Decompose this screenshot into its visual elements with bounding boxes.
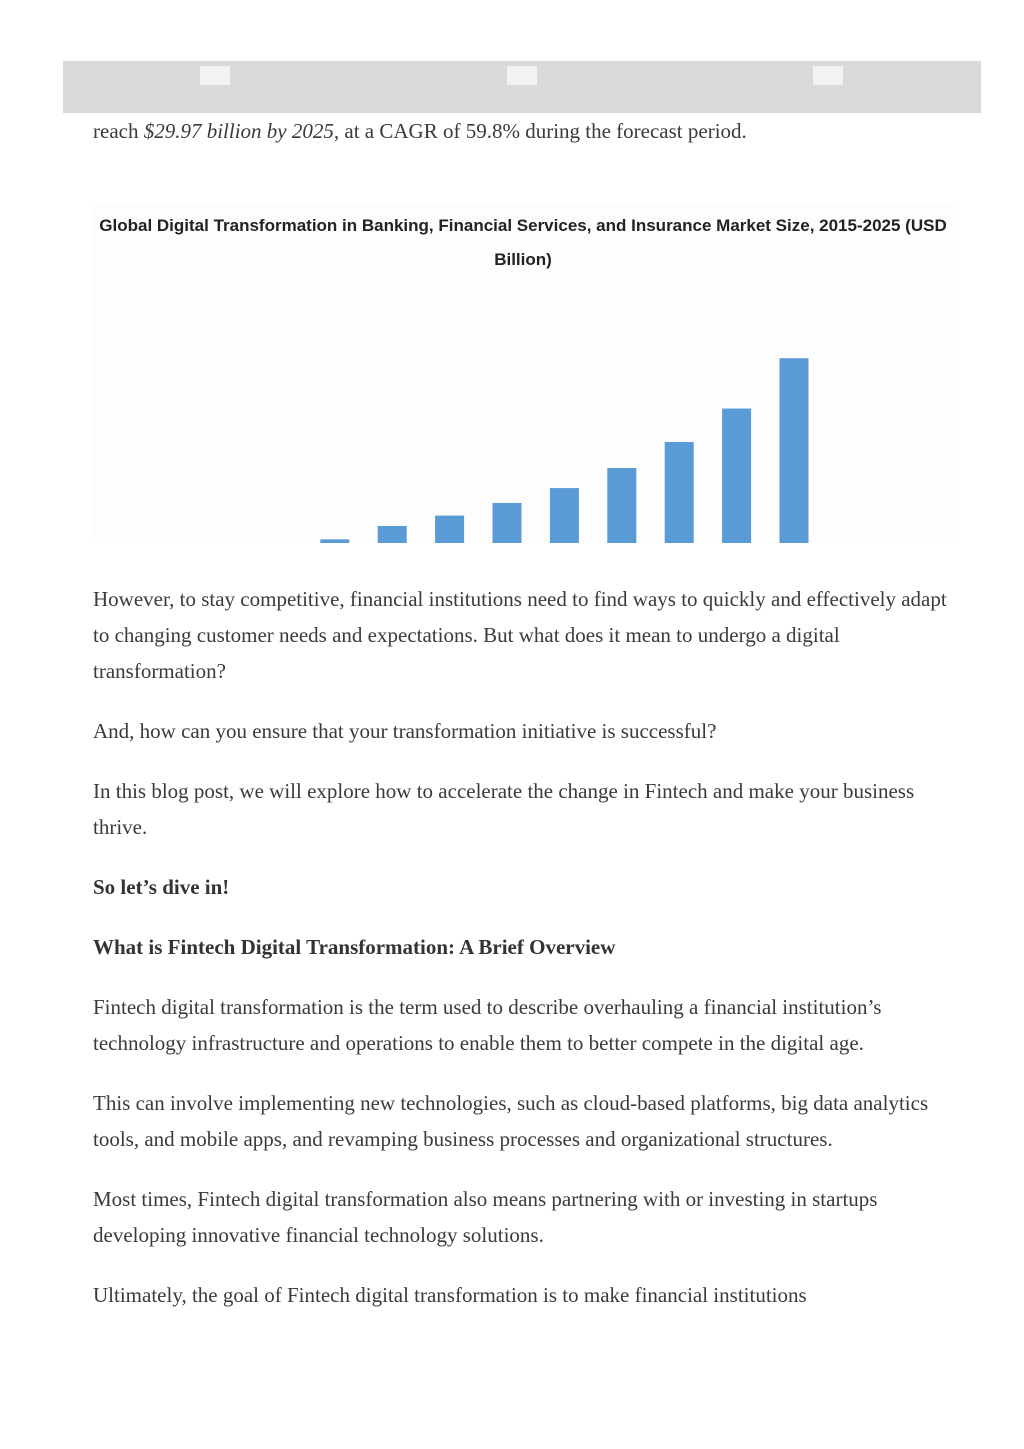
chart-title: Global Digital Transformation in Banking, Financial Services, and Insurance Market Size, 2015-2025 (USD Billion) bbox=[99, 216, 947, 269]
lead-paragraph bbox=[93, 113, 953, 149]
paragraph: Ultimately, the goal of Fintech digital transformation is to make financial institutions bbox=[93, 1283, 807, 1307]
paragraph: Most times, Fintech digital transformation also means partnering with or investing in startups developing innovative financial technology solutions. bbox=[93, 1187, 878, 1247]
lead-after: at a CAGR of 59.8% during the forecast period. bbox=[339, 119, 747, 143]
toolbar-marker bbox=[200, 66, 230, 85]
section-heading: What is Fintech Digital Transformation: A Brief Overview bbox=[93, 935, 616, 959]
top-toolbar bbox=[63, 61, 981, 113]
paragraph: Fintech digital transformation is the term used to describe overhauling a financial institution’s technology infrastructure and operations to enable them to better compete in the digital age. bbox=[93, 995, 882, 1055]
bar-2017 bbox=[320, 539, 349, 543]
lead-emphasis: $29.97 billion by 2025, bbox=[143, 119, 340, 143]
paragraph: And, how can you ensure that your transformation initiative is successful? bbox=[93, 719, 717, 743]
bar-2025 bbox=[780, 358, 809, 543]
chart-plot bbox=[93, 203, 953, 543]
toolbar-marker bbox=[813, 66, 843, 85]
bar-2020 bbox=[493, 503, 522, 543]
paragraph: This can involve implementing new technologies, such as cloud-based platforms, big data analytics tools, and mobile apps, and revamping business processes and organizational structures. bbox=[93, 1091, 929, 1151]
article-body bbox=[93, 113, 953, 1337]
bar-2022 bbox=[607, 468, 636, 543]
paragraph: In this blog post, we will explore how to accelerate the change in Fintech and make your business thrive. bbox=[93, 779, 915, 839]
paragraph: However, to stay competitive, financial institutions need to find ways to quickly and effectively adapt to changing customer needs and expectations. But what does it mean to undergo a digital transformation? bbox=[93, 587, 947, 683]
cta-line: So let’s dive in! bbox=[93, 875, 230, 899]
toolbar-marker bbox=[507, 66, 537, 85]
market-size-chart bbox=[93, 203, 953, 543]
lead-before: reach bbox=[93, 119, 144, 143]
bar-2018 bbox=[378, 526, 407, 543]
bar-2019 bbox=[435, 516, 464, 543]
bar-2023 bbox=[665, 442, 694, 543]
bar-2021 bbox=[550, 488, 579, 543]
bar-2024 bbox=[722, 409, 751, 543]
